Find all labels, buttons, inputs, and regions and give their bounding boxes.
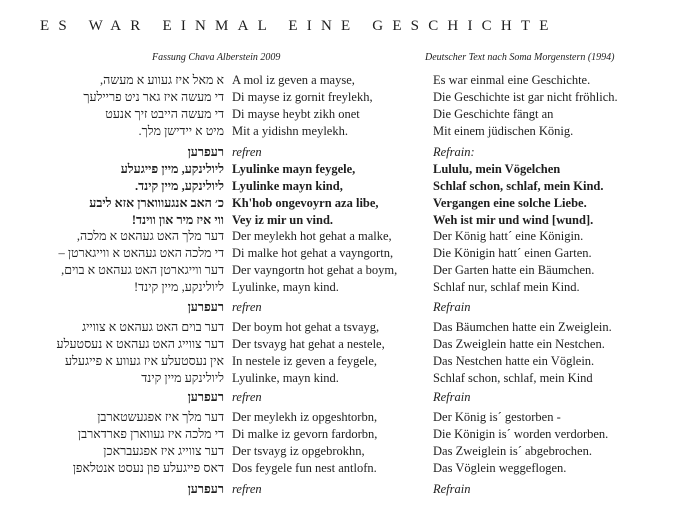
yiddish-transliteration: Kh'hob ongevoyrn aza libe, (232, 196, 379, 210)
yiddish-transliteration: Der tsvayg iz opgebrokhn, (232, 444, 365, 458)
german-translation: Lululu, mein Vögelchen (433, 162, 561, 176)
verse-line (0, 426, 682, 443)
verse-line (0, 279, 682, 296)
stanza (0, 389, 682, 406)
german-translation: Das Zweiglein hatte ein Nestchen. (433, 337, 605, 351)
yiddish-transliteration: Mit a yidishn meylekh. (232, 124, 348, 138)
german-translation: Der König hatt´ eine Königin. (433, 229, 584, 243)
yiddish-transliteration: Der tsvayg hat gehat a nestele, (232, 337, 385, 351)
hebrew-text: רעפרען (187, 300, 224, 314)
verse-line (0, 161, 682, 178)
yiddish-transliteration: Vey iz mir un vind. (232, 213, 334, 227)
yiddish-transliteration: Di mayse iz gornit freylekh, (232, 90, 373, 104)
yiddish-transliteration: Der meylekh hot gehat a malke, (232, 229, 392, 243)
yiddish-transliteration: Dos feygele fun nest antlofn. (232, 461, 377, 475)
hebrew-text: דער מלך איז אפגעשטארבן (97, 410, 224, 424)
yiddish-transliteration: Lyulinke, mayn kind. (232, 280, 339, 294)
german-translation: Refrain (433, 482, 471, 496)
hebrew-text: ליולינקע, מיין קינד! (133, 280, 224, 294)
german-translation: Der Garten hatte ein Bäumchen. (433, 263, 595, 277)
verse-line (0, 72, 682, 89)
german-translation: Refrain: (433, 145, 475, 159)
german-translation: Das Zweiglein is´ abgebrochen. (433, 444, 592, 458)
german-translation: Weh ist mir und wind [wund]. (433, 213, 594, 227)
stanza (0, 228, 682, 296)
german-translation: Mit einem jüdischen König. (433, 124, 574, 138)
verse-line (0, 106, 682, 123)
yiddish-transliteration: A mol iz geven a mayse, (232, 73, 355, 87)
hebrew-text: די מלכה איז געווארן פארדארבן (77, 427, 224, 441)
hebrew-text: דער צווייג איז אפגעבראכן (103, 444, 224, 458)
stanza (0, 409, 682, 477)
german-translation: Refrain (433, 390, 471, 404)
verse-line (0, 195, 682, 212)
verse-line (0, 262, 682, 279)
yiddish-transliteration: Der boym hot gehat a tsvayg, (232, 320, 380, 334)
yiddish-transliteration: Lyulinke mayn kind, (232, 179, 343, 193)
stanza (0, 72, 682, 140)
yiddish-transliteration: Der vayngortn hot gehat a boym, (232, 263, 398, 277)
verse-line (0, 370, 682, 387)
refrain-row (0, 481, 682, 498)
hebrew-text: דער ווייגארטן האט געהאט א בוים, (61, 263, 224, 277)
verse-line (0, 460, 682, 477)
yiddish-transliteration: refren (232, 482, 262, 496)
stanza (0, 319, 682, 387)
verse-line (0, 336, 682, 353)
verse-line (0, 89, 682, 106)
german-translation: Es war einmal eine Geschichte. (433, 73, 591, 87)
hebrew-text: דער צווייג האט געהאט א נעסטעלע (56, 337, 224, 351)
yiddish-transliteration: Di malke hot gehat a vayngortn, (232, 246, 394, 260)
german-translation: Die Königin hatt´ einen Garten. (433, 246, 592, 260)
yiddish-transliteration: Lyulinke, mayn kind. (232, 371, 339, 385)
hebrew-text: די מעשה איז גאר ניט פריילעך (83, 90, 224, 104)
stanza (0, 144, 682, 229)
verse-line (0, 443, 682, 460)
yiddish-transliteration: refren (232, 145, 262, 159)
german-translation: Schlaf schon, schlaf, mein Kind (433, 371, 593, 385)
refrain-row (0, 144, 682, 161)
german-translation: Das Nestchen hatte ein Vöglein. (433, 354, 595, 368)
hebrew-text: די מלכה האט געהאט א ווייגארטן – (58, 246, 224, 260)
hebrew-text: א מאל איז געווע א מעשה, (100, 73, 224, 87)
yiddish-transliteration: refren (232, 300, 262, 314)
header-right-credit: Deutscher Text nach Soma Morgenstern (1994) (425, 52, 615, 63)
verse-line (0, 245, 682, 262)
hebrew-text: אין נעסטעלע איז געווע א פייגעלע (64, 354, 224, 368)
verse-line (0, 212, 682, 229)
hebrew-text: רעפרען (187, 482, 224, 496)
german-translation: Die Geschichte fängt an (433, 107, 554, 121)
yiddish-transliteration: In nestele iz geven a feygele, (232, 354, 378, 368)
german-translation: Schlaf nur, schlaf mein Kind. (433, 280, 580, 294)
german-translation: Die Geschichte ist gar nicht fröhlich. (433, 90, 618, 104)
refrain-row (0, 389, 682, 406)
german-translation: Schlaf schon, schlaf, mein Kind. (433, 179, 604, 193)
german-translation: Vergangen eine solche Liebe. (433, 196, 587, 210)
stanza (0, 481, 682, 498)
yiddish-transliteration: Di malke iz gevorn fardorbn, (232, 427, 378, 441)
hebrew-text: דער בוים האט געהאט א צווייג (82, 320, 224, 334)
hebrew-text: רעפרען (187, 145, 224, 159)
hebrew-text: ווי איז מיר און ווינד! (131, 213, 224, 227)
hebrew-text: ליולינקע מיין קינד (141, 371, 224, 385)
header-middle-credit: Fassung Chava Alberstein 2009 (152, 52, 281, 63)
german-translation: Das Vöglein weggeflogen. (433, 461, 567, 475)
verse-line (0, 409, 682, 426)
poem-title: ES WAR EINMAL EINE GESCHICHTE (40, 18, 558, 34)
verse-line (0, 178, 682, 195)
verse-line (0, 228, 682, 245)
german-translation: Das Bäumchen hatte ein Zweiglein. (433, 320, 612, 334)
hebrew-text: די מעשה הייבט זיך אנעט (105, 107, 224, 121)
yiddish-transliteration: Lyulinke mayn feygele, (232, 162, 356, 176)
hebrew-text: מיט א יידישן מלך. (138, 124, 224, 138)
german-translation: Refrain (433, 300, 471, 314)
hebrew-text: כ׳ האב אנגעוווארן אזא ליבע (89, 196, 224, 210)
verse-line (0, 123, 682, 140)
verse-line (0, 353, 682, 370)
hebrew-text: ליולינקע, מיין קינד. (135, 179, 224, 193)
yiddish-transliteration: Der meylekh iz opgeshtorbn, (232, 410, 378, 424)
yiddish-transliteration: refren (232, 390, 262, 404)
hebrew-text: רעפרען (187, 390, 224, 404)
verse-line (0, 319, 682, 336)
refrain-row (0, 299, 682, 316)
hebrew-text: ליולינקע, מיין פייגעלע (120, 162, 224, 176)
hebrew-text: דאס פייגעלע פון נעסט אנטלאפן (72, 461, 224, 475)
hebrew-text: דער מלך האט געהאט א מלכה, (76, 229, 224, 243)
yiddish-transliteration: Di mayse heybt zikh onet (232, 107, 360, 121)
german-translation: Der König is´ gestorben - (433, 410, 561, 424)
german-translation: Die Königin is´ worden verdorben. (433, 427, 609, 441)
stanza (0, 299, 682, 316)
